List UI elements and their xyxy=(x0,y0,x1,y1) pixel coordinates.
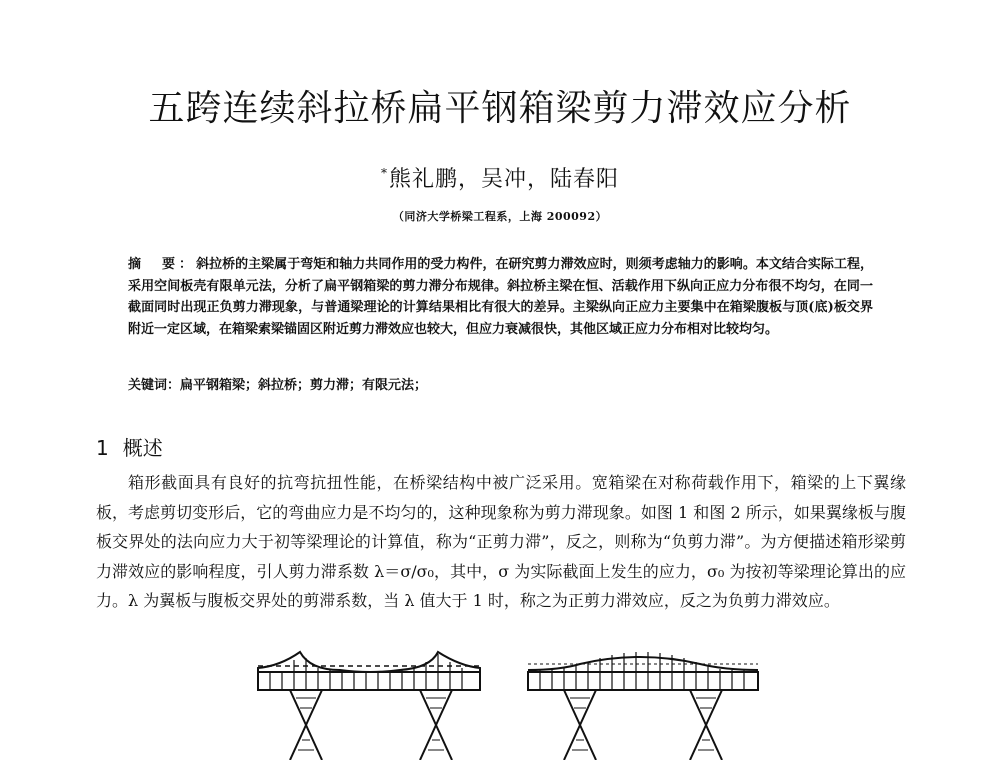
abstract-label: 摘 要： xyxy=(128,257,197,272)
author-names: 熊礼鹏，吴冲，陆春阳 xyxy=(388,167,619,192)
keywords-label: 关键词： xyxy=(128,378,181,393)
flange-plate xyxy=(258,672,480,690)
positive-shear-lag-diagram xyxy=(258,652,480,760)
web-hatching xyxy=(570,698,716,750)
shear-lag-figures xyxy=(0,640,1000,760)
abstract-text: 斜拉桥的主梁属于弯矩和轴力共同作用的受力构件，在研究剪力滞效应时，则须考虑轴力的影响。本文结合实际工程，采用空间板壳有限单元法，分析了扁平钢箱梁的剪力滞分布规律。斜拉桥主梁在恒、活载作用下纵向正应力分布很不均匀，在同一截面同时出现正负剪力滞现象，与普通梁理论的计算结果相比有很大的差异。主梁纵向正应力主要集中在箱梁腹板与顶(底)板交界附近一定区域，在箱梁索梁锚固区附近剪力滞效应也较大，但应力衰减很快，其他区域正应力分布相对比较均匀。 xyxy=(128,257,873,337)
stress-curve-top xyxy=(258,652,480,672)
flange-plate xyxy=(528,672,758,690)
corresponding-author-marker: * xyxy=(380,166,388,180)
section-heading xyxy=(96,432,163,461)
section-number: 1 xyxy=(96,436,109,460)
section-title: 概述 xyxy=(122,436,163,460)
keywords-block xyxy=(128,374,873,393)
paper-title: 五跨连续斜拉桥扁平钢箱梁剪力滞效应分析 xyxy=(148,88,852,129)
keywords-text: 扁平钢箱梁；斜拉桥；剪力滞；有限元法； xyxy=(180,378,428,393)
web-hatching xyxy=(296,698,446,750)
abstract-block xyxy=(128,254,873,340)
figure-area xyxy=(0,640,1000,760)
author-line xyxy=(0,162,1000,193)
negative-shear-lag-diagram xyxy=(528,652,758,760)
body-paragraph: 箱形截面具有良好的抗弯抗扭性能，在桥梁结构中被广泛采用。宽箱梁在对称荷载作用下，箱梁的上下翼缘板，考虑剪切变形后，它的弯曲应力是不均匀的，这种现象称为剪力滞现象。如图 1 和图 2 所示，如果翼缘板与腹板交界处的法向应力大于初等梁理论的计算值，称为“正剪力滞”，反之，则称为“负剪力滞”。为方便描述箱形梁剪力滞效应的影响程度，引人剪力滞系数 λ＝σ/σ₀，其中，σ 为实际截面上发生的应力，σ₀ 为按初等梁理论算出的应力。λ 为翼板与腹板交界处的剪滞系数，当 λ 值大于 1 时，称之为正剪力滞效应，反之为负剪力滞效应。 xyxy=(96,473,906,610)
affiliation: （同济大学桥梁工程系，上海 200092） xyxy=(392,210,608,223)
